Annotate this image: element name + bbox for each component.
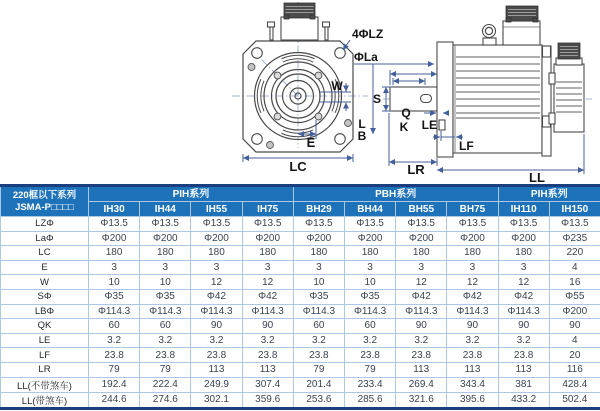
dimension-value-cell: 302.1 xyxy=(191,392,242,408)
dimension-row-label: LC xyxy=(1,246,89,261)
dimension-value-cell: 23.8 xyxy=(140,348,191,363)
dimension-value-cell: 220 xyxy=(549,246,600,261)
table-row xyxy=(1,319,600,334)
dimension-value-cell: Φ114.3 xyxy=(140,304,191,319)
label-b: B xyxy=(357,129,367,143)
dimension-value-cell: 79 xyxy=(140,362,191,377)
dimension-value-cell: Φ42 xyxy=(447,289,498,304)
label-le: LE xyxy=(421,118,437,132)
front-connector xyxy=(281,3,318,40)
table-row xyxy=(1,260,600,275)
dimension-row-label: LL(不带煞车) xyxy=(1,377,89,392)
dimension-value-cell: Φ235 xyxy=(549,231,600,246)
dimension-value-cell: 12 xyxy=(498,275,549,290)
motor-dimension-drawing xyxy=(0,0,600,184)
dimension-value-cell: 180 xyxy=(293,246,344,261)
dim-shaft-top xyxy=(390,70,437,85)
dimension-value-cell: Φ200 xyxy=(89,231,140,246)
label-la: ΦLa xyxy=(354,50,378,64)
dimension-value-cell: 249.9 xyxy=(191,377,242,392)
dimension-value-cell: Φ13.5 xyxy=(242,217,293,232)
dimension-value-cell: 113 xyxy=(498,362,549,377)
dimension-value-cell: Φ114.3 xyxy=(447,304,498,319)
dimension-value-cell: 4 xyxy=(549,260,600,275)
side-view xyxy=(373,6,592,184)
table-row xyxy=(1,275,600,290)
model-column-header: IH75 xyxy=(242,202,293,217)
dimension-value-cell: Φ200 xyxy=(396,231,447,246)
dimension-value-cell: 269.4 xyxy=(396,377,447,392)
table-row xyxy=(1,377,600,392)
dimension-value-cell: 180 xyxy=(191,246,242,261)
table-row xyxy=(1,392,600,408)
label-s: S xyxy=(372,92,381,106)
dimension-value-cell: Φ200 xyxy=(242,231,293,246)
dimension-value-cell: 381 xyxy=(498,377,549,392)
dimension-value-cell: 113 xyxy=(447,362,498,377)
dimension-value-cell: 180 xyxy=(447,246,498,261)
rear-plate xyxy=(542,46,551,156)
dimension-row-label: LE xyxy=(1,333,89,348)
dimension-value-cell: 3.2 xyxy=(396,333,447,348)
dimension-value-cell: 3 xyxy=(242,260,293,275)
dimension-value-cell: 180 xyxy=(396,246,447,261)
series-group-header: PIH系列 xyxy=(498,186,600,202)
dimension-value-cell: 10 xyxy=(293,275,344,290)
dimension-value-cell: Φ114.3 xyxy=(293,304,344,319)
dimension-value-cell: 3 xyxy=(344,260,395,275)
model-column-header: IH150 xyxy=(549,202,600,217)
table-row xyxy=(1,304,600,319)
dimension-value-cell: Φ55 xyxy=(549,289,600,304)
dimension-value-cell: Φ114.3 xyxy=(396,304,447,319)
dimension-value-cell: Φ42 xyxy=(242,289,293,304)
dimension-value-cell: 180 xyxy=(344,246,395,261)
label-lf: LF xyxy=(459,139,474,153)
series-name-header xyxy=(1,186,89,217)
dimension-value-cell: Φ114.3 xyxy=(191,304,242,319)
label-q: Q xyxy=(401,106,411,120)
dimension-value-cell: Φ13.5 xyxy=(396,217,447,232)
dimension-value-cell: 116 xyxy=(549,362,600,377)
dimension-value-cell: 60 xyxy=(293,319,344,334)
dimension-value-cell: 23.8 xyxy=(89,348,140,363)
label-l: L xyxy=(358,117,366,131)
table-row xyxy=(1,246,600,261)
dimension-value-cell: 3 xyxy=(191,260,242,275)
dimension-value-cell: Φ13.5 xyxy=(344,217,395,232)
dimension-value-cell: 3.2 xyxy=(498,333,549,348)
dimension-row-label: W xyxy=(1,275,89,290)
dimension-value-cell: 90 xyxy=(447,319,498,334)
model-column-header: IH44 xyxy=(140,202,191,217)
dimension-value-cell: 3.2 xyxy=(242,333,293,348)
eyebolt xyxy=(483,25,497,46)
dimension-value-cell: 395.6 xyxy=(447,392,498,408)
dimension-value-cell: 253.6 xyxy=(293,392,344,408)
dimension-value-cell: Φ42 xyxy=(191,289,242,304)
dimension-value-cell: 12 xyxy=(396,275,447,290)
table-row xyxy=(1,362,600,377)
dimension-value-cell: 359.6 xyxy=(242,392,293,408)
series-name-line1: 220框以下系列 xyxy=(12,189,77,201)
label-ll: LL xyxy=(529,170,545,184)
label-lr: LR xyxy=(407,162,425,177)
dimension-row-label: E xyxy=(1,260,89,275)
dimension-value-cell: 244.6 xyxy=(89,392,140,408)
spec-table xyxy=(0,184,600,410)
dimension-value-cell: Φ35 xyxy=(89,289,140,304)
table-row xyxy=(1,231,600,246)
dimension-value-cell: Φ200 xyxy=(447,231,498,246)
model-column-header: BH29 xyxy=(293,202,344,217)
dimension-value-cell: 3 xyxy=(447,260,498,275)
dimension-value-cell: Φ42 xyxy=(498,289,549,304)
dimension-value-cell: Φ200 xyxy=(140,231,191,246)
dimension-value-cell: 3 xyxy=(89,260,140,275)
table-row xyxy=(1,333,600,348)
dimension-value-cell: 113 xyxy=(396,362,447,377)
dimension-value-cell: 23.8 xyxy=(191,348,242,363)
dimension-value-cell: 180 xyxy=(498,246,549,261)
dimension-value-cell: Φ200 xyxy=(191,231,242,246)
dimension-value-cell: 233.4 xyxy=(344,377,395,392)
label-4lz: 4ΦLZ xyxy=(352,27,384,41)
dimension-value-cell: 343.4 xyxy=(447,377,498,392)
dimension-value-cell: 321.6 xyxy=(396,392,447,408)
dimension-value-cell: 3 xyxy=(396,260,447,275)
dimension-value-cell: 192.4 xyxy=(89,377,140,392)
dimension-value-cell: 3 xyxy=(293,260,344,275)
dimension-value-cell: Φ13.5 xyxy=(498,217,549,232)
dimension-value-cell: Φ200 xyxy=(344,231,395,246)
dimension-value-cell: Φ35 xyxy=(293,289,344,304)
dimension-row-label: LBΦ xyxy=(1,304,89,319)
model-column-header: BH55 xyxy=(396,202,447,217)
dimension-value-cell: 60 xyxy=(140,319,191,334)
dimension-value-cell: Φ114.3 xyxy=(242,304,293,319)
dimension-value-cell: 3 xyxy=(140,260,191,275)
side-top-connector xyxy=(503,6,540,45)
dimension-row-label: LaΦ xyxy=(1,231,89,246)
dimension-value-cell: Φ42 xyxy=(396,289,447,304)
dimension-value-cell: 201.4 xyxy=(293,377,344,392)
dimension-value-cell: 23.8 xyxy=(396,348,447,363)
dimension-value-cell: Φ200 xyxy=(549,304,600,319)
label-e: E xyxy=(306,135,316,150)
dimension-value-cell: 16 xyxy=(549,275,600,290)
series-group-header: PBH系列 xyxy=(293,186,498,202)
dimension-value-cell: 3.2 xyxy=(447,333,498,348)
dimension-value-cell: 12 xyxy=(242,275,293,290)
dimension-value-cell: 274.6 xyxy=(140,392,191,408)
rear-encoder xyxy=(549,43,584,132)
dimension-value-cell: 113 xyxy=(191,362,242,377)
dimension-value-cell: Φ114.3 xyxy=(498,304,549,319)
dimension-value-cell: Φ35 xyxy=(344,289,395,304)
dimension-value-cell: 90 xyxy=(549,319,600,334)
dimension-row-label: LF xyxy=(1,348,89,363)
dimension-value-cell: 60 xyxy=(89,319,140,334)
dimension-row-label: LL(带煞车) xyxy=(1,392,89,408)
table-row xyxy=(1,348,600,363)
model-column-header: IH30 xyxy=(89,202,140,217)
table-row xyxy=(1,217,600,232)
dimension-value-cell: 23.8 xyxy=(498,348,549,363)
dimension-value-cell: 4 xyxy=(549,333,600,348)
dimension-value-cell: 60 xyxy=(344,319,395,334)
series-group-header: PIH系列 xyxy=(89,186,294,202)
dimension-value-cell: Φ114.3 xyxy=(344,304,395,319)
dimension-value-cell: 428.4 xyxy=(549,377,600,392)
dimension-value-cell: Φ13.5 xyxy=(293,217,344,232)
dimension-row-label: SΦ xyxy=(1,289,89,304)
dimension-value-cell: 23.8 xyxy=(447,348,498,363)
dimension-value-cell: 10 xyxy=(140,275,191,290)
dimension-value-cell: Φ13.5 xyxy=(191,217,242,232)
dimension-value-cell: Φ200 xyxy=(293,231,344,246)
dimension-value-cell: 79 xyxy=(89,362,140,377)
label-w: W xyxy=(331,79,343,93)
dimension-value-cell: 285.6 xyxy=(344,392,395,408)
dimension-row-label: LZΦ xyxy=(1,217,89,232)
dimension-value-cell: 12 xyxy=(447,275,498,290)
dimension-value-cell: 90 xyxy=(498,319,549,334)
dimension-value-cell: 10 xyxy=(344,275,395,290)
label-lc: LC xyxy=(289,159,307,174)
dimension-value-cell: 3.2 xyxy=(140,333,191,348)
series-name-line2: JSMA-P□□□□ xyxy=(15,201,74,213)
dimension-value-cell: 180 xyxy=(140,246,191,261)
dimension-value-cell: 180 xyxy=(89,246,140,261)
dimension-value-cell: 502.4 xyxy=(549,392,600,408)
dimension-value-cell: 3 xyxy=(498,260,549,275)
dimension-value-cell: 23.8 xyxy=(242,348,293,363)
label-k: K xyxy=(399,120,409,134)
dimension-value-cell: 113 xyxy=(242,362,293,377)
dimension-value-cell: 79 xyxy=(293,362,344,377)
dimension-value-cell: 3.2 xyxy=(293,333,344,348)
dimension-value-cell: Φ200 xyxy=(498,231,549,246)
model-column-header: BH75 xyxy=(447,202,498,217)
dimension-value-cell: 20 xyxy=(549,348,600,363)
model-column-header: BH44 xyxy=(344,202,395,217)
dimension-value-cell: 433.2 xyxy=(498,392,549,408)
dimension-value-cell: Φ35 xyxy=(140,289,191,304)
dimension-value-cell: 79 xyxy=(344,362,395,377)
side-flange xyxy=(437,42,453,157)
dimension-value-cell: 10 xyxy=(89,275,140,290)
model-column-header: IH110 xyxy=(498,202,549,217)
dimension-value-cell: Φ13.5 xyxy=(447,217,498,232)
dimension-value-cell: 3.2 xyxy=(191,333,242,348)
table-row xyxy=(1,289,600,304)
dimension-value-cell: 307.4 xyxy=(242,377,293,392)
dimension-row-label: LR xyxy=(1,362,89,377)
dimension-value-cell: 90 xyxy=(242,319,293,334)
dimension-value-cell: 3.2 xyxy=(89,333,140,348)
dimension-value-cell: Φ13.5 xyxy=(140,217,191,232)
dimension-value-cell: 90 xyxy=(396,319,447,334)
dimension-value-cell: 180 xyxy=(242,246,293,261)
dimension-value-cell: 222.4 xyxy=(140,377,191,392)
dimension-value-cell: 90 xyxy=(191,319,242,334)
model-column-header: IH55 xyxy=(191,202,242,217)
dimension-row-label: QK xyxy=(1,319,89,334)
dimension-value-cell: Φ13.5 xyxy=(89,217,140,232)
dimension-value-cell: Φ13.5 xyxy=(549,217,600,232)
dimension-value-cell: Φ114.3 xyxy=(89,304,140,319)
dimension-value-cell: 3.2 xyxy=(344,333,395,348)
dimension-value-cell: 23.8 xyxy=(293,348,344,363)
dimension-value-cell: 23.8 xyxy=(344,348,395,363)
dimension-value-cell: 12 xyxy=(191,275,242,290)
